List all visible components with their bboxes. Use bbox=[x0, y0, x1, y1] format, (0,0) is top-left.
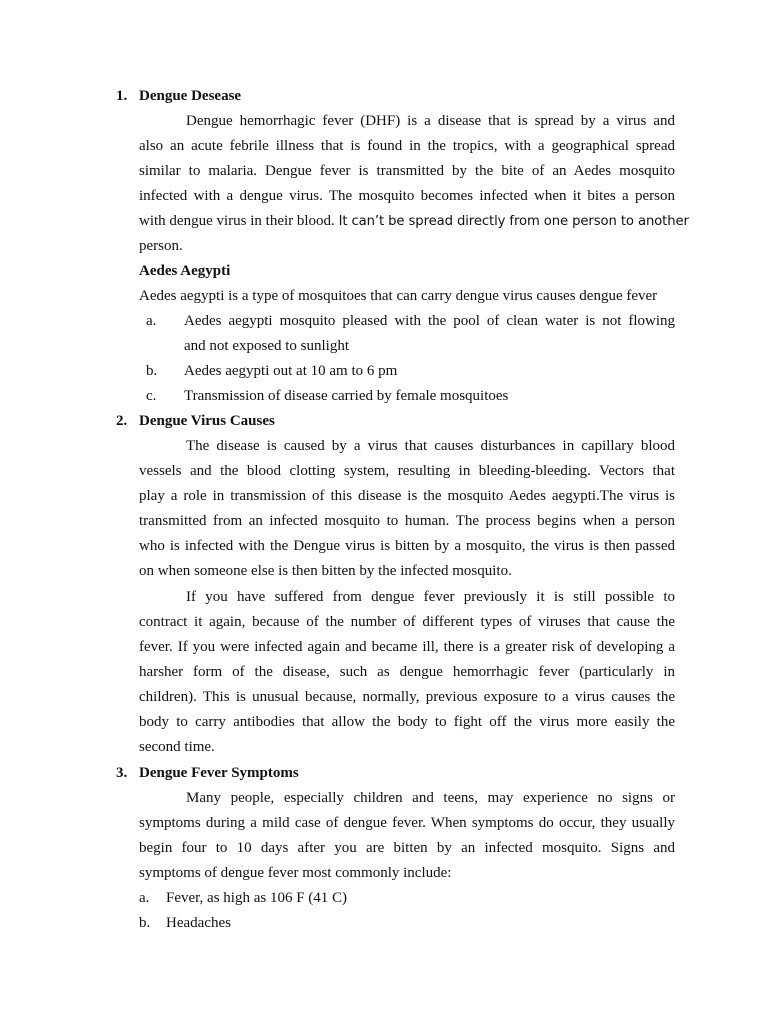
section-2-paragraph-line: transmitted from an infected mosquito to human. The process begins when a person bbox=[139, 513, 675, 529]
section-2-paragraph-line: vessels and the blood clotting system, resulting in bleeding-bleeding. Vectors that bbox=[139, 463, 675, 479]
section-1-paragraph-line: similar to malaria. Dengue fever is transmitted by the bite of an Aedes mosquito bbox=[139, 163, 675, 179]
list-item-marker: a. bbox=[146, 313, 157, 329]
section-3-paragraph-line: symptoms of dengue fever most commonly include: bbox=[139, 865, 452, 881]
section-2-heading: Dengue Virus Causes bbox=[139, 413, 275, 429]
section-3-paragraph-line: symptoms during a mild case of dengue fever. When symptoms do occur, they usually bbox=[139, 815, 675, 831]
section-1-intro: Aedes aegypti is a type of mosquitoes that can carry dengue virus causes dengue fever bbox=[139, 288, 658, 304]
section-3-number: 3. bbox=[116, 765, 128, 781]
section-3-paragraph-line: begin four to 10 days after you are bitten by an infected mosquito. Signs and bbox=[139, 840, 675, 856]
section-1-subheading: Aedes Aegypti bbox=[139, 263, 231, 279]
section-3-paragraph-line: Many people, especially children and teens, may experience no signs or bbox=[186, 790, 675, 806]
list-item: Fever, as high as 106 F (41 C) bbox=[166, 890, 348, 906]
list-item-marker: b. bbox=[139, 915, 151, 931]
section-1-paragraph-line: also an acute febrile illness that is found in the tropics, with a geographical spread bbox=[139, 138, 675, 154]
section-2-paragraph-line: fever. If you were infected again and became ill, there is a greater risk of developing a bbox=[139, 639, 675, 655]
section-2-paragraph-line: The disease is caused by a virus that causes disturbances in capillary blood bbox=[186, 438, 675, 454]
section-2-paragraph-line: play a role in transmission of this disease is the mosquito Aedes aegypti.The virus is bbox=[139, 488, 675, 504]
section-1-paragraph-line: infected with a dengue virus. The mosquito becomes infected when it bites a person bbox=[139, 188, 675, 204]
section-1-heading: Dengue Desease bbox=[139, 88, 242, 104]
list-item-marker: a. bbox=[139, 890, 150, 906]
section-2-paragraph-line: If you have suffered from dengue fever previously it is still possible to bbox=[186, 589, 675, 605]
section-1-paragraph-line bbox=[139, 209, 689, 234]
section-2-number: 2. bbox=[116, 413, 128, 429]
list-item: Aedes aegypti mosquito pleased with the pool of clean water is not flowing bbox=[184, 313, 675, 329]
section-1-number: 1. bbox=[116, 88, 128, 104]
list-item-marker: c. bbox=[146, 388, 157, 404]
section-2-paragraph-line: who is infected with the Dengue virus is bitten by a mosquito, the virus is then passed bbox=[139, 538, 675, 554]
section-2-paragraph-line: body to carry antibodies that allow the body to fight off the virus more easily the bbox=[139, 714, 675, 730]
section-2-paragraph-line: on when someone else is then bitten by the infected mosquito. bbox=[139, 563, 512, 579]
list-item: Headaches bbox=[166, 915, 231, 931]
list-item: Transmission of disease carried by female mosquitoes bbox=[184, 388, 509, 404]
section-2-paragraph-line: harsher form of the disease, such as dengue hemorrhagic fever (particularly in bbox=[139, 664, 675, 680]
list-item: and not exposed to sunlight bbox=[184, 338, 349, 354]
list-item: Aedes aegypti out at 10 am to 6 pm bbox=[184, 363, 398, 379]
list-item-marker: b. bbox=[146, 363, 158, 379]
section-1-paragraph-text: with dengue virus in their blood. bbox=[139, 213, 335, 229]
section-3-heading: Dengue Fever Symptoms bbox=[139, 765, 299, 781]
section-2-paragraph-line: second time. bbox=[139, 739, 215, 755]
section-2-paragraph-line: children). This is unusual because, normally, previous exposure to a virus causes the bbox=[139, 689, 675, 705]
section-1-paragraph-sans-text: It can’t be spread directly from one person to another bbox=[338, 214, 689, 229]
section-1-paragraph-line: person. bbox=[139, 238, 183, 254]
section-1-paragraph-line: Dengue hemorrhagic fever (DHF) is a disease that is spread by a virus and bbox=[186, 113, 675, 129]
section-2-paragraph-line: contract it again, because of the number of different types of viruses that cause the bbox=[139, 614, 675, 630]
